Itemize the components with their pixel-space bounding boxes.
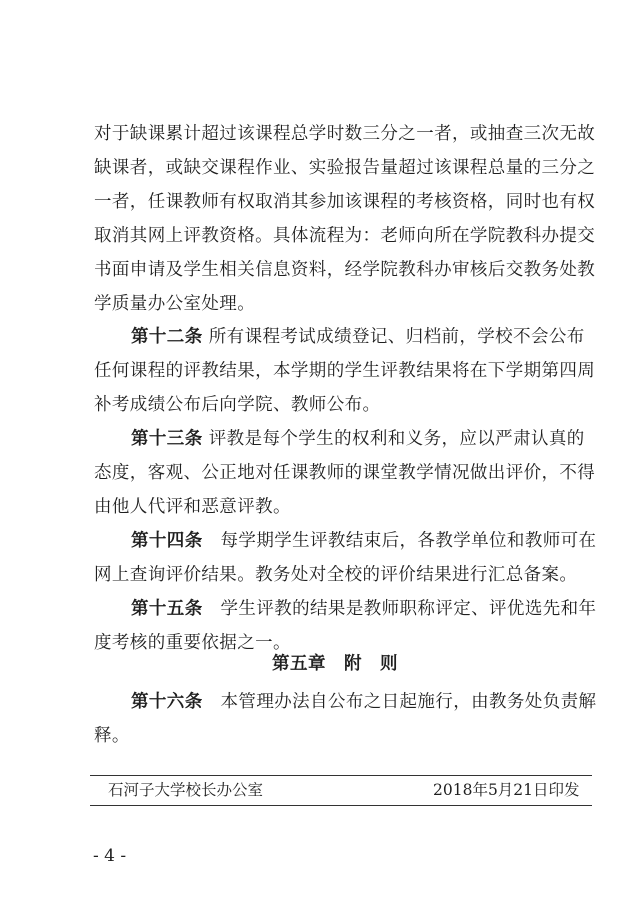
article-13-line-3: 由他人代评和恶意评教。	[94, 497, 291, 517]
article-14-first-line	[131, 529, 596, 553]
article-15-text: 学生评教的结果是教师职称评定、评优选先和年	[220, 599, 597, 619]
intro-line-4: 取消其网上评教资格。具体流程为：老师向所在学院教科办提交	[94, 226, 596, 246]
article-16-text: 本管理办法自公布之日起施行，由教务处负责解	[220, 692, 597, 712]
article-12-label: 第十二条	[131, 327, 203, 347]
footer-date: 2018年5月21日印发	[433, 781, 580, 799]
footer-bottom-rule	[90, 805, 592, 806]
article-15-label: 第十五条	[131, 599, 203, 619]
intro-line-3: 一者，任课教师有权取消其参加该课程的考核资格，同时也有权	[94, 192, 596, 212]
article-16-first-line	[131, 690, 596, 714]
article-13-first-line	[131, 427, 585, 451]
article-16-label: 第十六条	[131, 692, 203, 712]
article-12-text: 所有课程考试成绩登记、归档前，学校不会公布	[208, 327, 585, 347]
article-15-line-2: 度考核的重要依据之一。	[94, 633, 291, 653]
chapter-title: 第五章 附 则	[272, 654, 398, 674]
page-number: - 4 -	[93, 846, 127, 866]
article-14-label: 第十四条	[131, 531, 203, 551]
article-12-first-line	[131, 325, 585, 349]
article-13-label: 第十三条	[131, 429, 203, 449]
article-13-text: 评教是每个学生的权利和义务，应以严肃认真的	[208, 429, 585, 449]
footer-issuer: 石河子大学校长办公室	[108, 781, 264, 799]
article-12-line-2: 任何课程的评教结果，本学期的学生评教结果将在下学期第四周	[94, 361, 596, 381]
intro-line-1: 对于缺课累计超过该课程总学时数三分之一者，或抽查三次无故	[94, 124, 596, 144]
intro-line-2: 缺课者，或缺交课程作业、实验报告量超过该课程总量的三分之	[94, 158, 596, 178]
article-15-first-line	[131, 597, 596, 621]
intro-line-6: 学质量办公室处理。	[94, 294, 256, 314]
footer-top-rule	[90, 775, 592, 776]
intro-line-5: 书面申请及学生相关信息资料，经学院教科办审核后交教务处教	[94, 260, 596, 280]
article-13-line-2: 态度，客观、公正地对任课教师的课堂教学情况做出评价，不得	[94, 463, 596, 483]
article-14-text: 每学期学生评教结束后，各教学单位和教师可在	[220, 531, 597, 551]
article-16-line-2: 释。	[94, 726, 130, 746]
article-12-line-3: 补考成绩公布后向学院、教师公布。	[94, 395, 381, 415]
article-14-line-2: 网上查询评价结果。教务处对全校的评价结果进行汇总备案。	[94, 565, 578, 585]
